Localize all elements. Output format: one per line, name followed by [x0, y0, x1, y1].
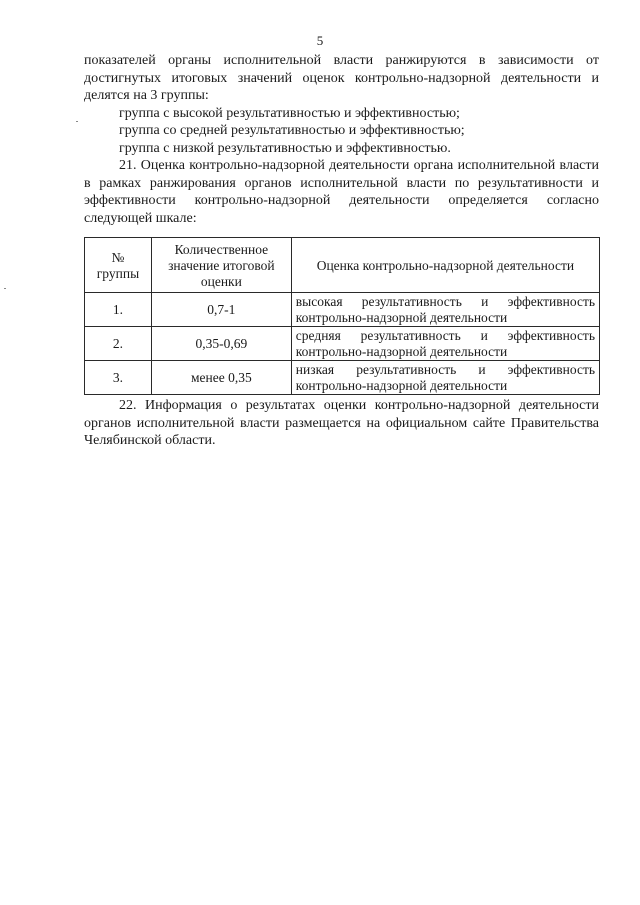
clause-21-paragraph: 21. Оценка контрольно-надзорной деятельности органа исполнительной власти в рамках ранжирования органов исполнительной власти по результативности и эффективности контрольно-надзорной деятельности определяется согласно следующей шкале: — [84, 158, 599, 226]
row-assessment: низкая результативность и эффективность контрольно-надзорной деятельности — [291, 361, 599, 395]
row-quantitative-value: менее 0,35 — [151, 361, 291, 395]
table-row — [85, 327, 600, 361]
list-item-high: группа с высокой результативностью и эффективностью; — [119, 105, 460, 121]
row-assessment: средняя результативность и эффективность контрольно-надзорной деятельности — [291, 327, 599, 361]
header-group-number: № группы — [85, 238, 152, 293]
row-quantitative-value: 0,7-1 — [151, 293, 291, 327]
page-number: 5 — [316, 33, 324, 48]
table-row — [85, 361, 600, 395]
scan-mark — [76, 121, 78, 122]
table-row — [85, 293, 600, 327]
row-group-number: 1. — [85, 293, 152, 327]
list-item-low: группа с низкой результативностью и эффективностью. — [119, 140, 451, 156]
list-item-medium: группа со средней результативностью и эффективностью; — [119, 123, 465, 138]
assessment-scale-table — [84, 237, 600, 395]
header-assessment: Оценка контрольно-надзорной деятельности — [291, 238, 599, 293]
row-group-number: 2. — [85, 327, 152, 361]
scan-mark — [4, 288, 6, 289]
row-group-number: 3. — [85, 361, 152, 395]
intro-paragraph: показателей органы исполнительной власти ранжируются в зависимости от достигнутых итоговых значений оценок контрольно-надзорной деятельности и делятся на 3 группы: — [84, 53, 599, 103]
table-header-row — [85, 238, 600, 293]
row-quantitative-value: 0,35-0,69 — [151, 327, 291, 361]
document-body — [84, 52, 599, 450]
row-assessment: высокая результативность и эффективность контрольно-надзорной деятельности — [291, 293, 599, 327]
clause-22-paragraph: 22. Информация о результатах оценки контрольно-надзорной деятельности органов исполнительной власти размещается на официальном сайте Правительства Челябинской области. — [84, 398, 599, 448]
header-quantitative-value: Количественное значение итоговой оценки — [151, 238, 291, 293]
